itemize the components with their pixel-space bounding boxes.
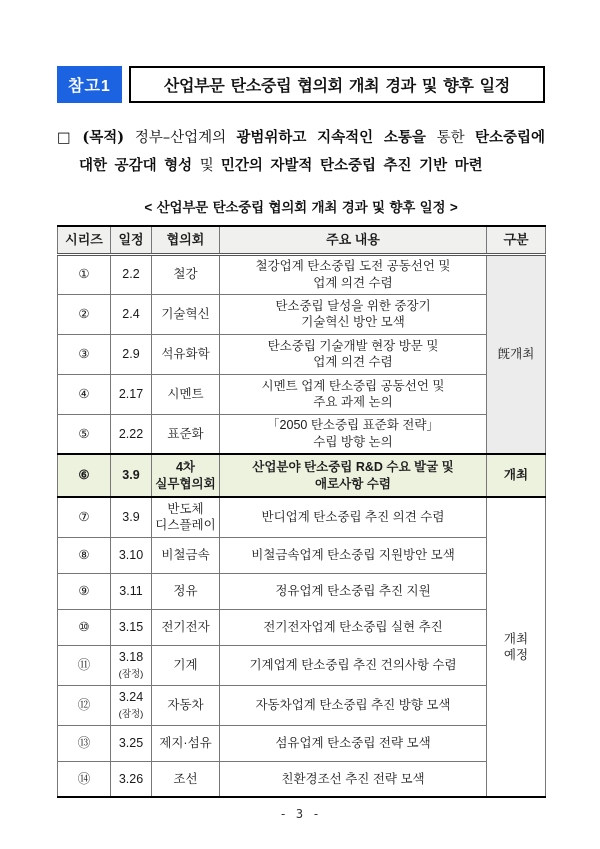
schedule-table-head xyxy=(58,226,546,254)
table-row xyxy=(58,414,546,454)
date-cell: 3.25 xyxy=(111,725,152,761)
date-cell: 3.9 xyxy=(111,497,152,537)
square-bullet-icon: □ xyxy=(57,130,77,146)
purpose-text-segment: 대한 공감대 형성 xyxy=(79,157,200,175)
content-cell: 정유업계 탄소중립 추진 지원 xyxy=(220,573,487,609)
council-cell: 기계 xyxy=(152,645,220,685)
date-cell: 3.26 xyxy=(111,761,152,797)
table-row xyxy=(58,609,546,645)
column-header: 시리즈 xyxy=(58,226,111,254)
purpose-text-segment: 탄소중립에 xyxy=(474,129,545,146)
table-title: < 산업부문 탄소중립 협의회 개최 경과 및 향후 일정 > xyxy=(144,200,458,216)
series-cell: ③ xyxy=(58,334,111,374)
purpose-text-segment: 통한 xyxy=(436,130,475,146)
page-title: 산업부문 탄소중립 협의회 개최 경과 및 향후 일정 xyxy=(129,66,545,103)
table-row xyxy=(58,573,546,609)
table-row xyxy=(58,497,546,537)
schedule-table xyxy=(57,225,546,798)
series-cell: ② xyxy=(58,294,111,334)
content-cell: 반디업계 탄소중립 추진 의견 수렴 xyxy=(220,497,487,537)
date-cell: 2.2 xyxy=(111,254,152,294)
content-cell: 탄소중립 달성을 위한 중장기 기술혁신 방안 모색 xyxy=(220,294,487,334)
date-cell: 3.24 (잠정) xyxy=(111,685,152,725)
council-cell: 전기전자 xyxy=(152,609,220,645)
column-header: 구분 xyxy=(487,226,546,254)
series-cell: ⑫ xyxy=(58,685,111,725)
purpose-line-2 xyxy=(57,155,545,177)
series-cell: ⑦ xyxy=(58,497,111,537)
purpose-paragraph xyxy=(57,127,545,177)
series-cell: ⑥ xyxy=(58,454,111,497)
date-tentative-note: (잠정) xyxy=(118,709,144,721)
council-cell: 시멘트 xyxy=(152,374,220,414)
status-cell: 개최 예정 xyxy=(487,497,546,797)
council-cell: 석유화학 xyxy=(152,334,220,374)
column-header: 협의회 xyxy=(152,226,220,254)
purpose-text-segment: 및 xyxy=(199,158,221,175)
series-cell: ⑬ xyxy=(58,725,111,761)
council-cell: 비철금속 xyxy=(152,537,220,573)
date-cell: 2.22 xyxy=(111,414,152,454)
series-cell: ⑭ xyxy=(58,761,111,797)
council-cell: 제지·섬유 xyxy=(152,725,220,761)
content-cell: 탄소중립 기술개발 현장 방문 및 업계 의견 수렴 xyxy=(220,334,487,374)
date-cell: 2.4 xyxy=(111,294,152,334)
table-row xyxy=(58,374,546,414)
table-row xyxy=(58,725,546,761)
table-row xyxy=(58,685,546,725)
table-row xyxy=(58,645,546,685)
table-header-row xyxy=(58,226,546,254)
series-cell: ⑧ xyxy=(58,537,111,573)
content-cell: 자동차업계 탄소중립 추진 방향 모색 xyxy=(220,685,487,725)
purpose-text-segment: 정부–산업계의 xyxy=(134,130,237,146)
series-cell: ① xyxy=(58,254,111,294)
series-cell: ⑩ xyxy=(58,609,111,645)
date-tentative-note: (잠정) xyxy=(118,669,144,681)
council-cell: 표준화 xyxy=(152,414,220,454)
date-cell: 3.9 xyxy=(111,454,152,497)
table-row xyxy=(58,254,546,294)
date-cell: 3.15 xyxy=(111,609,152,645)
content-cell: 시멘트 업계 탄소중립 공동선언 및 주요 과제 논의 xyxy=(220,374,487,414)
series-cell: ④ xyxy=(58,374,111,414)
purpose-text-segment: (목적) xyxy=(82,129,135,146)
council-cell: 반도체 디스플레이 xyxy=(152,497,220,537)
table-row xyxy=(58,294,546,334)
council-cell: 조선 xyxy=(152,761,220,797)
document-header xyxy=(57,66,545,103)
content-cell: 전기전자업계 탄소중립 실현 추진 xyxy=(220,609,487,645)
page-number: - 3 - xyxy=(279,807,321,821)
content-cell: 산업분야 탄소중립 R&D 수요 발굴 및 애로사항 수렴 xyxy=(220,454,487,497)
status-cell: 개최 xyxy=(487,454,546,497)
content-cell: 기계업계 탄소중립 추진 건의사항 수렴 xyxy=(220,645,487,685)
council-cell: 정유 xyxy=(152,573,220,609)
content-cell: 철강업계 탄소중립 도전 공동선언 및 업계 의견 수렴 xyxy=(220,254,487,294)
table-row xyxy=(58,334,546,374)
date-cell: 3.11 xyxy=(111,573,152,609)
council-cell: 기술혁신 xyxy=(152,294,220,334)
purpose-text-segment: 민간의 자발적 탄소중립 추진 기반 마련 xyxy=(220,157,483,175)
content-cell: 친환경조선 추진 전략 모색 xyxy=(220,761,487,797)
series-cell: ⑪ xyxy=(58,645,111,685)
date-cell: 3.10 xyxy=(111,537,152,573)
table-row xyxy=(58,537,546,573)
purpose-line-1 xyxy=(57,127,545,149)
column-header: 일정 xyxy=(111,226,152,254)
table-row xyxy=(58,454,546,497)
column-header: 주요 내용 xyxy=(220,226,487,254)
council-cell: 4차 실무협의회 xyxy=(152,454,220,497)
council-cell: 자동차 xyxy=(152,685,220,725)
date-cell: 2.9 xyxy=(111,334,152,374)
date-cell: 3.18 (잠정) xyxy=(111,645,152,685)
status-cell: 旣개최 xyxy=(487,254,546,454)
content-cell: 「2050 탄소중립 표준화 전략」 수립 방향 논의 xyxy=(220,414,487,454)
content-cell: 비철금속업계 탄소중립 지원방안 모색 xyxy=(220,537,487,573)
content-cell: 섬유업계 탄소중립 전략 모색 xyxy=(220,725,487,761)
council-cell: 철강 xyxy=(152,254,220,294)
table-row xyxy=(58,761,546,797)
schedule-table-body xyxy=(58,254,546,797)
series-cell: ⑤ xyxy=(58,414,111,454)
reference-badge: 참고1 xyxy=(57,66,122,103)
series-cell: ⑨ xyxy=(58,573,111,609)
date-cell: 2.17 xyxy=(111,374,152,414)
purpose-text-segment: 광범위하고 지속적인 소통을 xyxy=(236,129,437,146)
